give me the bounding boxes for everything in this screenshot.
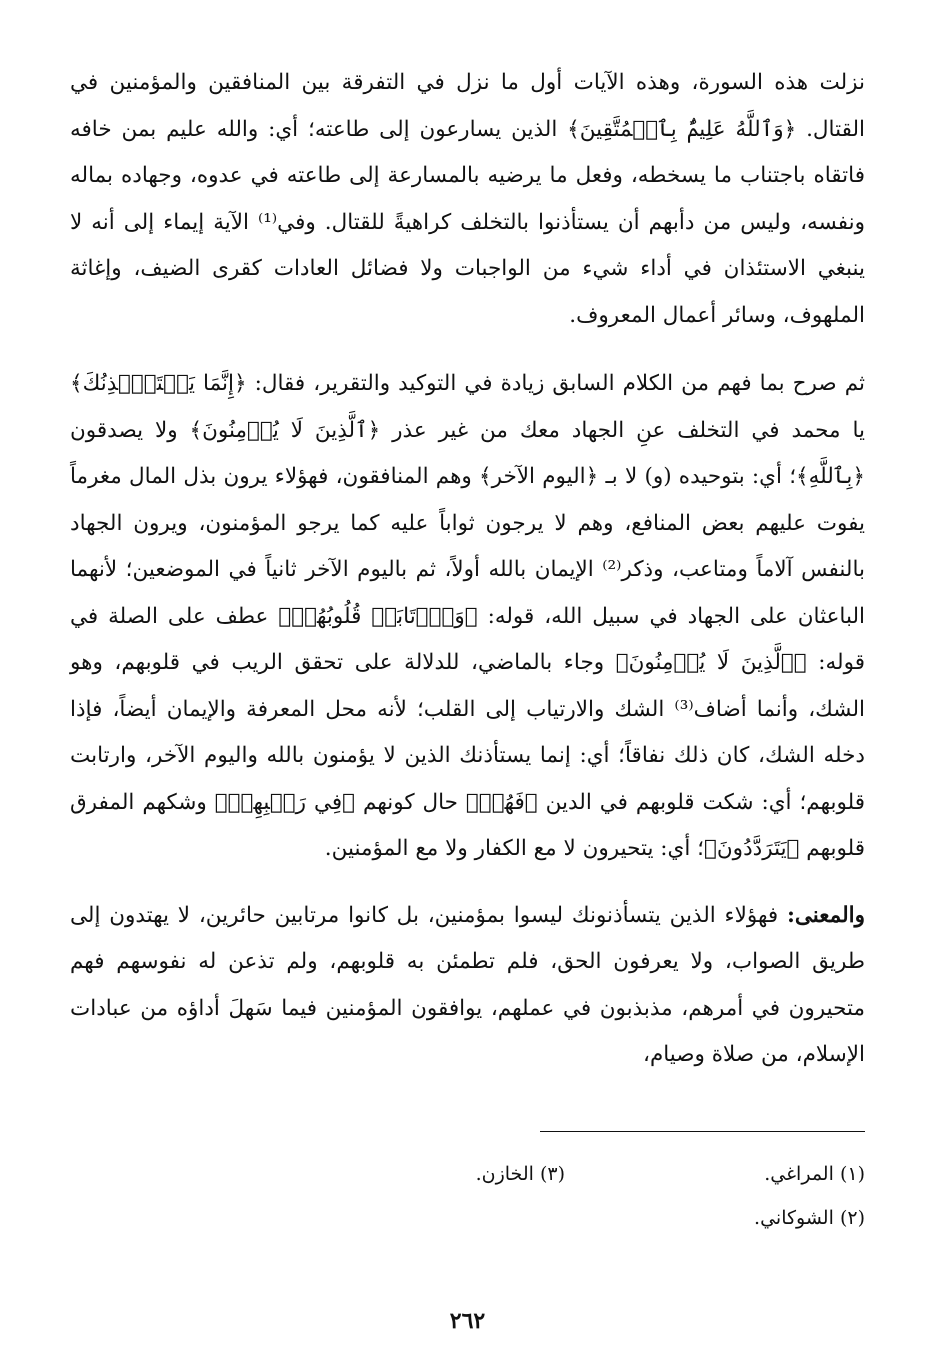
footnote-separator — [540, 1131, 865, 1132]
footnote-1-text: المراغي. — [764, 1163, 834, 1185]
paragraph-1: نزلت هذه السورة، وهذه الآيات أول ما نزل في التفرقة بين المنافقين والمؤمنين في القتال. ﴿وَٱللَّهُ عَلِيمٌۢ بِٱلۡمُتَّقِينَ﴾ الذين يسارعون إلى طاعته؛ أي: والله عليم بمن خافه فاتقاه باجتناب ما يسخطه، وفعل ما يرضيه بالمسارعة إلى طاعته في عدوه، وجهاده بماله ونفسه، وليس من دأبهم أن يستأذنوا بالتخلف كراهيةً للقتال. وفي⁽¹⁾ الآية إيماء إلى أنه لا ينبغي الاستئذان في أداء شيء من الواجبات ولا فضائل العادات كقرى الضيف، وإغاثة الملهوف، وسائر أعمال المعروف. — [70, 70, 865, 328]
footnote-3-number: (٣) — [539, 1163, 565, 1185]
footnote-3-text: الخازن. — [475, 1163, 534, 1185]
paragraph-3 — [70, 893, 865, 1079]
paragraph-2: ثم صرح بما فهم من الكلام السابق زيادة في التوكيد والتقرير، فقال: ﴿إِنَّمَا يَسۡتَـٔۡذِنُكَ﴾ يا محمد في التخلف عنِ الجهاد معك من غير عذر ﴿ٱلَّذِينَ لَا يُؤۡمِنُونَ﴾ ولا يصدقون ﴿بِٱللَّهِ﴾؛ أي: بتوحيده (و) لا بـ ﴿اليوم الآخر﴾ وهم المنافقون، فهؤلاء يرون بذل المال مغرماً يفوت عليهم بعض المنافع، وهم لا يرجون ثواباً عليه كما يرجو المؤمنون، ويرون الجهاد بالنفس آلاماً ومتاعب، وذكر⁽²⁾ الإيمان بالله أولاً، ثم باليوم الآخر ثانياً في الموضعين؛ لأنهما الباعثان على الجهاد في سبيل الله، قوله: ﴿وَٱرۡتَابَتۡ قُلُوبُهُمۡ﴾ عطف على الصلة في قوله: ﴿ٱلَّذِينَ لَا يُؤۡمِنُونَ﴾ وجاء بالماضي، للدلالة على تحقق الريب في قلوبهم، وهو الشك، وأنما أضاف⁽³⁾ الشك والارتياب إلى القلب؛ لأنه محل المعرفة والإيمان أيضاً، فإذا دخله الشك، كان ذلك نفاقاً؛ أي: إنما يستأذنك الذين لا يؤمنون بالله واليوم الآخر، وارتابت قلوبهم؛ أي: شكت قلوبهم في الدين ﴿فَهُمۡ﴾ حال كونهم ﴿فِي رَيۡبِهِمۡ﴾ وشكهم المفرق قلوبهم ﴿يَتَرَدَّدُونَ﴾؛ أي: يتحيرون لا مع الكفار ولا مع المؤمنين. — [70, 371, 865, 861]
footnotes — [70, 1152, 865, 1240]
book-page — [70, 60, 865, 1350]
footnote-1 — [565, 1152, 865, 1196]
footnote-2-text: الشوكاني. — [754, 1207, 834, 1229]
footnote-1-number: (١) — [839, 1163, 865, 1185]
paragraph-3-body: فهؤلاء الذين يتسأذنونك ليسوا بمؤمنين، بل كانوا مرتابين حائرين، لا يهتدون إلى طريق الصواب، ولا يعرفون الحق، فلم تطمئن به قلوبهم، ولم تذعن له نفوسهم فهم متحيرون في أمرهم، مذبذبون في عملهم، يوافقون المؤمنين فيما سَهلَ أداؤه من عبادات الإسلام، من صلاة وصيام، — [70, 902, 865, 1067]
footnote-3 — [265, 1152, 565, 1196]
footnote-2 — [565, 1196, 865, 1240]
footnote-row-1 — [70, 1152, 865, 1196]
footnote-2-number: (٢) — [839, 1207, 865, 1229]
paragraph-3-lead: والمعنى: — [786, 902, 865, 928]
footnote-row-2 — [70, 1196, 865, 1240]
page-number: ٢٦٢ — [449, 1308, 486, 1334]
